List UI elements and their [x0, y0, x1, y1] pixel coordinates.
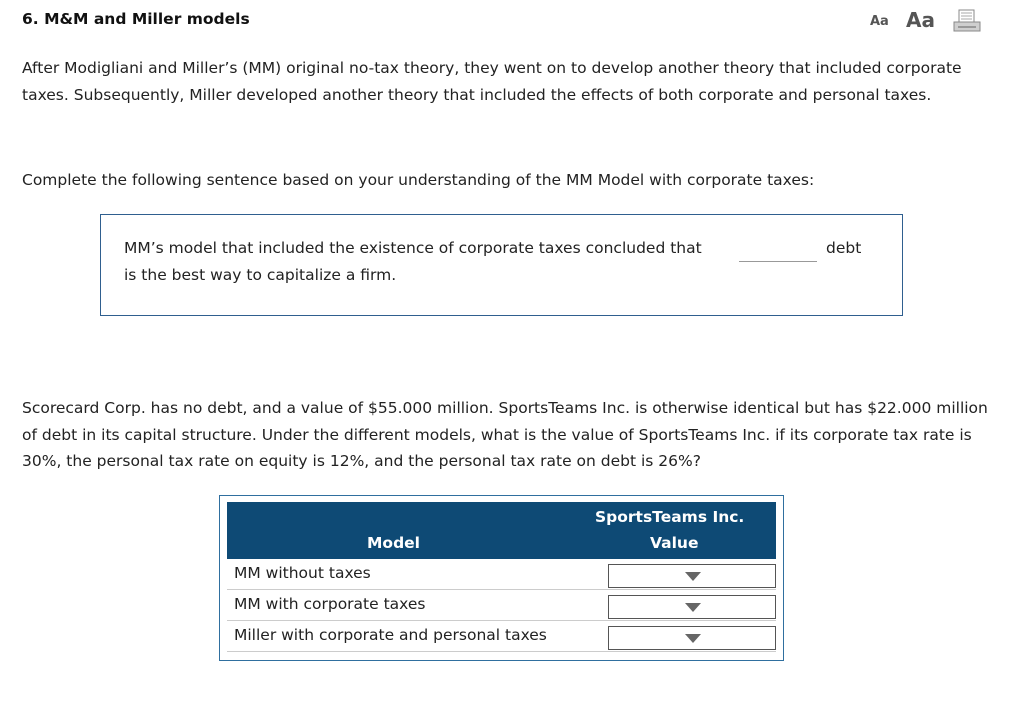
column-header-model: Model	[367, 534, 420, 552]
answer-table	[219, 495, 784, 661]
instruction-text: Complete the following sentence based on your understanding of the MM Model with corporate taxes:	[22, 171, 815, 189]
column-header-value-line2: Value	[650, 534, 699, 552]
question-text: Scorecard Corp. has no debt, and a value of $55.000 million. SportsTeams Inc. is otherwise identical but has $22.000 million of debt in its capital structure. Under the different models, what is the value of SportsTeams Inc. if its corporate tax rate is 30%, the personal tax rate on equity is 12%, and the personal tax rate on debt is 26%?	[22, 399, 988, 470]
table-row	[227, 621, 776, 652]
intro-paragraph: After Modigliani and Miller’s (MM) original no-tax theory, they went on to develop another theory that included corporate taxes. Subsequently, Miller developed another theory that included the effects of both corporate and personal taxes.	[22, 59, 962, 104]
chevron-down-icon	[685, 603, 701, 612]
fill-in-box	[100, 214, 903, 316]
answer-blank-dropdown[interactable]	[739, 261, 817, 262]
row-label: MM without taxes	[234, 564, 371, 582]
print-icon[interactable]	[952, 9, 982, 33]
table-header	[227, 502, 776, 559]
column-header-value-line1: SportsTeams Inc.	[595, 508, 745, 526]
sentence-part-2: debt	[826, 239, 862, 257]
sentence-part-3: is the best way to capitalize a firm.	[124, 266, 397, 284]
row-label: MM with corporate taxes	[234, 595, 426, 613]
value-dropdown[interactable]	[608, 626, 776, 650]
chevron-down-icon	[685, 572, 701, 581]
table-row	[227, 590, 776, 621]
row-label: Miller with corporate and personal taxes	[234, 626, 547, 644]
table-row	[227, 559, 776, 590]
page-title: 6. M&M and Miller models	[22, 10, 250, 28]
value-dropdown[interactable]	[608, 564, 776, 588]
value-dropdown[interactable]	[608, 595, 776, 619]
increase-font-button[interactable]: Aa	[906, 8, 935, 32]
decrease-font-button[interactable]: Aa	[870, 14, 889, 29]
sentence-part-1: MM’s model that included the existence of corporate taxes concluded that	[124, 239, 702, 257]
chevron-down-icon	[685, 634, 701, 643]
